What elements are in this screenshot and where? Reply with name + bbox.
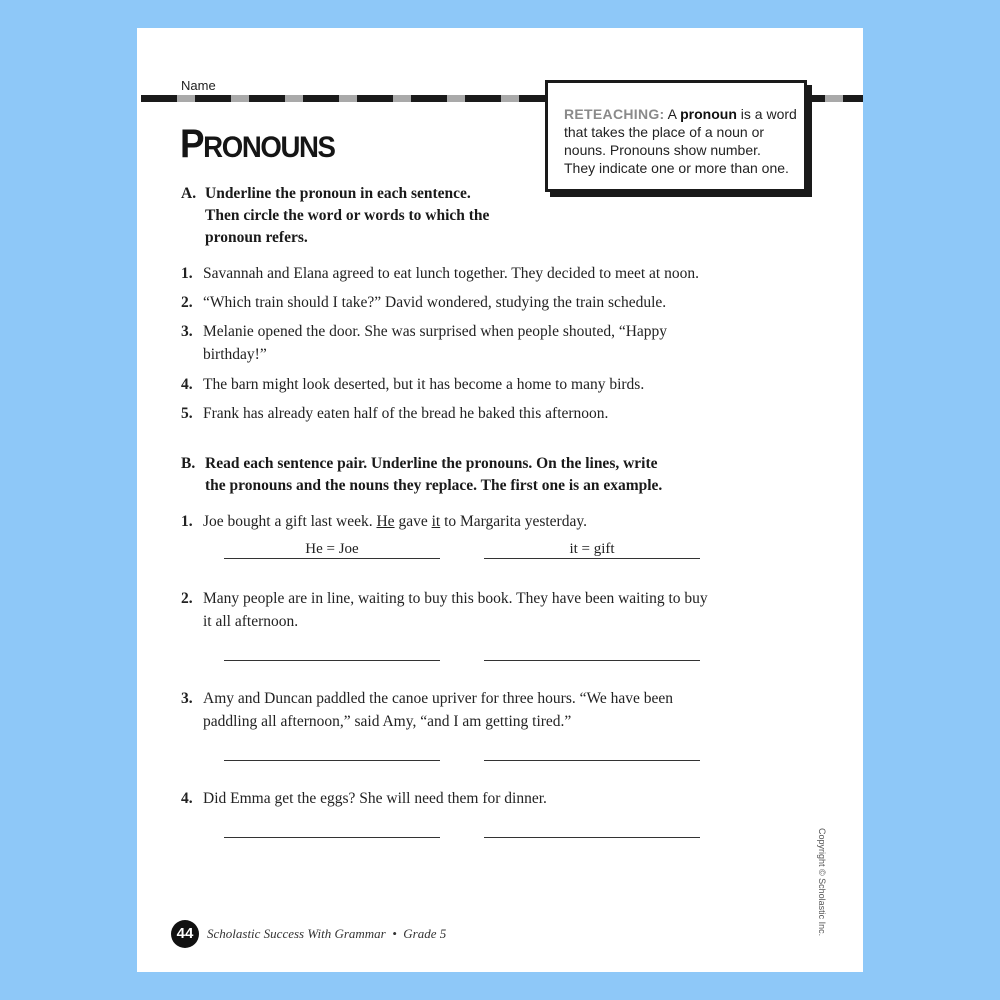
item-text: Did Emma get the eggs? She will need them for dinner. [203,790,547,807]
title-initial: P [180,122,204,166]
item-number: 2. [181,590,193,607]
item-number: 1. [181,513,193,530]
answer-line[interactable] [484,642,700,661]
name-label: Name [181,78,216,93]
item-text-continued: paddling all afternoon,” said Amy, “and I am getting tired.” [203,713,572,730]
item-text: Savannah and Elana agreed to eat lunch together. They decided to meet at noon. [203,265,699,282]
copyright-notice: Copyright © Scholastic Inc. [817,828,827,937]
item-number: 1. [181,265,193,282]
reteaching-line4: They indicate one or more than one. [564,160,789,176]
item-text: Amy and Duncan paddled the canoe upriver for three hours. “We have been [203,690,674,707]
item-text: Frank has already eaten half of the bread he baked this afternoon. [203,405,609,422]
example-underlined-pronoun-1: He [376,513,395,530]
reteaching-line3: nouns. Pronouns show number. [564,142,761,158]
page-title [180,122,335,167]
example-text-3: to Margarita yesterday. [444,513,587,530]
answer-line[interactable] [224,819,440,838]
example-underlined-pronoun-2: it [431,513,441,530]
section-a-letter: A. [181,185,197,202]
section-b-example [181,510,587,533]
footer-book-title [207,926,446,942]
section-a-item [181,291,666,314]
item-number: 4. [181,790,193,807]
section-b-line2: the pronouns and the nouns they replace. The first one is an example. [205,477,663,494]
item-number: 5. [181,405,193,422]
title-rest: RONOUNS [203,131,335,164]
section-a-item [181,402,608,425]
section-a-line2: Then circle the word or words to which the [205,207,490,224]
section-b-item [181,587,708,633]
reteaching-keyword: RETEACHING: [564,106,665,122]
section-a-item [181,262,699,285]
example-text-2: gave [398,513,428,530]
book-title: Scholastic Success With Grammar [207,926,386,941]
item-text: “Which train should I take?” David wondered, studying the train schedule. [203,294,667,311]
grade-label: Grade 5 [403,926,447,941]
item-text: The barn might look deserted, but it has become a home to many birds. [203,376,645,393]
section-b-item [181,787,547,810]
answer-line[interactable] [484,819,700,838]
section-a-item [181,320,667,366]
answer-line[interactable] [224,742,440,761]
reteaching-pre: A [667,106,677,122]
section-b-item [181,687,673,733]
section-b-instructions [181,453,662,497]
item-text: Melanie opened the door. She was surprised when people shouted, “Happy [203,323,668,340]
reteaching-line2: that takes the place of a noun or [564,124,765,140]
footer-bullet: • [392,926,397,941]
section-a-item [181,373,644,396]
section-a-line3: pronoun refers. [205,229,308,246]
item-number: 3. [181,690,193,707]
item-number: 2. [181,294,193,311]
answer-line[interactable]: it = gift [484,540,700,559]
page-number-badge: 44 [171,920,199,948]
section-b-letter: B. [181,455,196,472]
item-number: 4. [181,376,193,393]
answer-line[interactable] [484,742,700,761]
worksheet-page [137,28,863,972]
answer-line[interactable]: He = Joe [224,540,440,559]
answer-line[interactable] [224,642,440,661]
item-text-continued: it all afternoon. [203,613,299,630]
item-number: 3. [181,323,193,340]
section-a-line1: Underline the pronoun in each sentence. [205,185,471,202]
example-text-1: Joe bought a gift last week. [203,513,373,530]
item-text-continued: birthday!” [203,346,267,363]
item-text: Many people are in line, waiting to buy this book. They have been waiting to buy [203,590,708,607]
reteaching-line1-rest: is a word [740,106,797,122]
reteaching-box [545,80,807,192]
reteaching-term: pronoun [680,106,737,122]
section-a-instructions [181,183,489,249]
section-b-line1: Read each sentence pair. Underline the pronouns. On the lines, write [205,455,658,472]
